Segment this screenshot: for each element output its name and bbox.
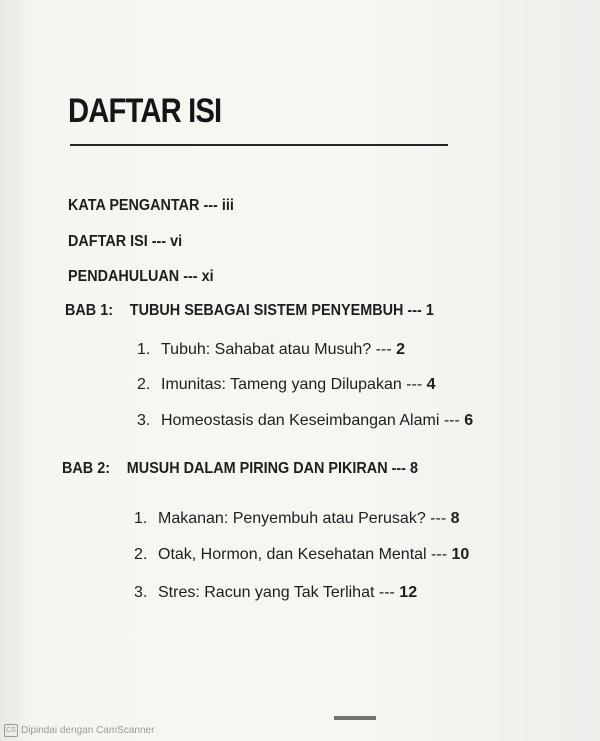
section-entry (134, 584, 417, 602)
title-underline (70, 144, 448, 146)
section-page: 6 (464, 412, 474, 429)
section-index: 3. (134, 584, 148, 601)
section-index: 2. (137, 376, 151, 393)
section-index: 3. (137, 412, 151, 429)
toc-entry-kata-pengantar (68, 197, 234, 215)
section-title: Makanan: Penyembuh atau Perusak? --- (158, 510, 451, 527)
entry-page: iii (221, 197, 234, 214)
chapter-heading-bab-1 (65, 302, 434, 320)
scanner-watermark-text: Dipindai dengan CamScanner (21, 725, 155, 736)
section-title: Imunitas: Tameng yang Dilupakan --- (161, 376, 427, 393)
section-title: Stres: Racun yang Tak Terlihat --- (158, 584, 400, 601)
section-entry (137, 412, 473, 430)
section-page: 12 (399, 584, 418, 601)
camscanner-icon: CS (4, 724, 18, 737)
scanner-watermark (4, 724, 154, 737)
section-index: 1. (137, 341, 151, 358)
chapter-number: BAB 2: (62, 460, 111, 477)
section-entry (134, 546, 469, 564)
section-page: 2 (396, 341, 406, 358)
section-title: Tubuh: Sahabat atau Musuh? --- (161, 341, 397, 358)
section-entry (137, 341, 405, 359)
toc-entry-daftar-isi (68, 233, 182, 251)
page-number-mark (334, 716, 376, 720)
section-title: Otak, Hormon, dan Kesehatan Mental --- (158, 546, 452, 563)
page-title: DAFTAR ISI (68, 92, 222, 130)
chapter-heading-bab-2 (62, 460, 418, 478)
section-index: 1. (134, 510, 148, 527)
section-page: 10 (451, 546, 470, 563)
chapter-page: 8 (409, 460, 419, 477)
toc-entry-pendahuluan (68, 268, 214, 286)
section-entry (137, 376, 436, 394)
entry-label: DAFTAR ISI --- (68, 233, 171, 250)
chapter-title: MUSUH DALAM PIRING DAN PIKIRAN --- (126, 460, 410, 477)
section-page: 4 (426, 376, 436, 393)
chapter-title: TUBUH SEBAGAI SISTEM PENYEMBUH --- (129, 302, 426, 319)
chapter-number: BAB 1: (65, 302, 114, 319)
section-index: 2. (134, 546, 148, 563)
entry-label: PENDAHULUAN --- (68, 268, 202, 285)
section-page: 8 (450, 510, 460, 527)
entry-page: vi (170, 233, 183, 250)
entry-page: xi (201, 268, 214, 285)
entry-label: KATA PENGANTAR --- (68, 197, 222, 214)
section-entry (134, 510, 460, 528)
section-title: Homeostasis dan Keseimbangan Alami --- (161, 412, 465, 429)
chapter-page: 1 (425, 302, 434, 319)
